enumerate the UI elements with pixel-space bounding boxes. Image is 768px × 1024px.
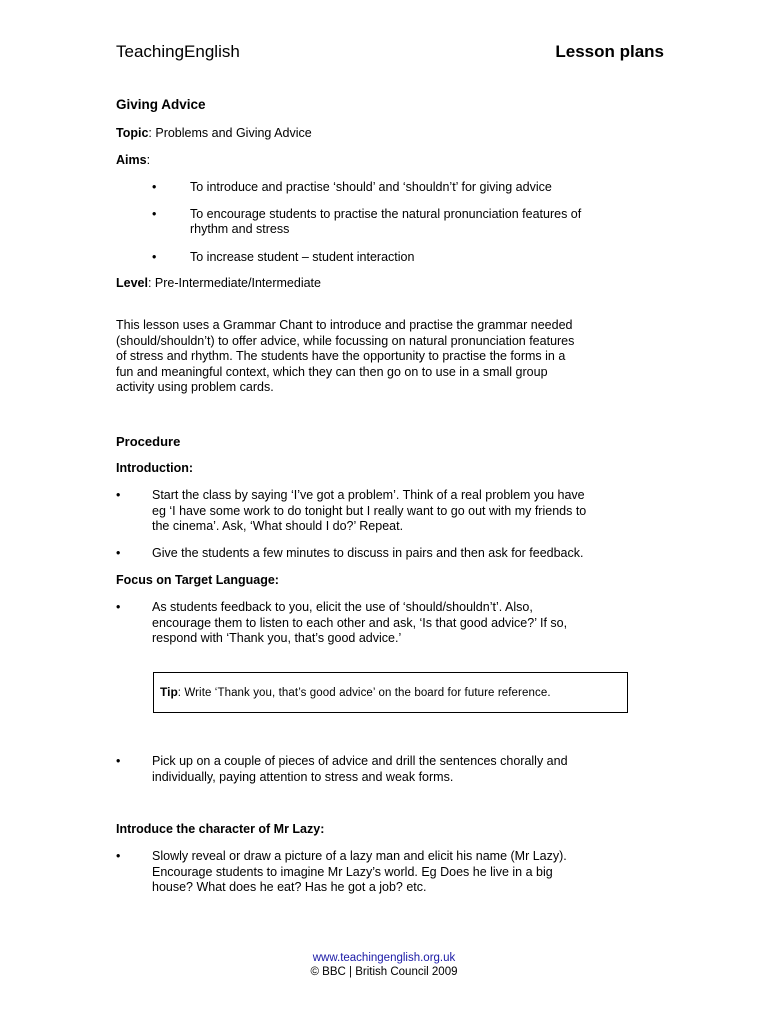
aims-label: Aims xyxy=(116,153,147,167)
focus-bullet-2: • xyxy=(116,754,121,768)
intro-bullet-2: • xyxy=(116,546,121,560)
aims-item-3: To increase student – student interaction xyxy=(190,250,415,264)
header-brand: TeachingEnglish xyxy=(116,42,240,61)
intro-bullet-1: • xyxy=(116,488,121,502)
footer-copyright: © BBC | British Council 2009 xyxy=(310,966,458,978)
aims-bullet-2: • xyxy=(152,207,157,221)
intro-b1-line-2: eg ‘I have some work to do tonight but I really want to go out with my friends to xyxy=(152,503,587,518)
page-title: Giving Advice xyxy=(116,97,206,112)
mr-lazy-bullet-1: • xyxy=(116,849,121,863)
mr-lazy-line-2: Encourage students to imagine Mr Lazy’s world. Eg Does he live in a big xyxy=(152,864,553,879)
intro-b1-line-1: Start the class by saying ‘I’ve got a problem’. Think of a real problem you have xyxy=(152,488,585,502)
intro-line-5: activity using problem cards. xyxy=(116,380,274,394)
footer-link[interactable]: www.teachingenglish.org.uk xyxy=(312,952,456,964)
level-label: Level xyxy=(116,276,148,290)
intro-line-2: (should/shouldn’t) to offer advice, while focussing on natural pronunciation features xyxy=(116,333,575,348)
tip-label: Tip xyxy=(160,685,178,699)
level-value: : Pre-Intermediate/Intermediate xyxy=(147,276,321,290)
intro-b1-line-3: the cinema’. Ask, ‘What should I do?’ Repeat. xyxy=(152,519,404,533)
focus-b2-line-2: individually, paying attention to stress and weak forms. xyxy=(152,769,454,784)
focus-b2-line-1: Pick up on a couple of pieces of advice and drill the sentences chorally and xyxy=(152,754,568,768)
mr-lazy-line-3: house? What does he eat? Has he got a job? etc. xyxy=(152,880,427,894)
aims-bullet-1: • xyxy=(152,180,157,194)
tip-text: : Write ‘Thank you, that’s good advice’ on the board for future reference. xyxy=(177,687,551,699)
aims-line xyxy=(116,153,150,169)
focus-bullet-1-text xyxy=(152,600,672,647)
topic-line xyxy=(116,126,312,142)
focus-b1-line-3: respond with ‘Thank you, that’s good advice.’ xyxy=(152,631,402,645)
aims-item-2: To encourage students to practise the natural pronunciation features of xyxy=(190,207,582,221)
mr-lazy-bullet-1-text xyxy=(152,849,672,896)
tip-box xyxy=(153,672,628,713)
header-section: Lesson plans xyxy=(555,42,664,61)
mr-lazy-heading: Introduce the character of Mr Lazy: xyxy=(116,822,325,836)
intro-line-3: of stress and rhythm. The students have the opportunity to practise the forms in a xyxy=(116,349,566,363)
aims-suffix: : xyxy=(146,153,151,167)
aims-item-2-cont: rhythm and stress xyxy=(190,222,290,236)
intro-paragraph xyxy=(116,318,656,396)
intro-bullet-2-text: Give the students a few minutes to discuss in pairs and then ask for feedback. xyxy=(152,546,584,560)
level-line xyxy=(116,276,321,292)
introduction-heading: Introduction: xyxy=(116,461,194,475)
footer xyxy=(0,951,768,979)
topic-value: : Problems and Giving Advice xyxy=(148,126,312,140)
aims-bullet-3: • xyxy=(152,250,157,264)
focus-bullet-2-text xyxy=(152,754,672,785)
intro-bullet-1-text xyxy=(152,488,672,535)
intro-line-4: fun and meaningful context, which they can then go on to use in a small group xyxy=(116,364,548,379)
focus-b1-line-2: encourage them to listen to each other and ask, ‘Is that good advice?’ If so, xyxy=(152,615,568,630)
intro-line-1: This lesson uses a Grammar Chant to introduce and practise the grammar needed xyxy=(116,318,573,332)
procedure-heading: Procedure xyxy=(116,434,181,449)
focus-heading: Focus on Target Language: xyxy=(116,573,279,587)
topic-label: Topic xyxy=(116,126,149,140)
aims-item-1: To introduce and practise ‘should’ and ‘shouldn’t’ for giving advice xyxy=(190,180,552,194)
focus-b1-line-1: As students feedback to you, elicit the use of ‘should/shouldn’t’. Also, xyxy=(152,600,533,614)
focus-bullet-1: • xyxy=(116,600,121,614)
mr-lazy-line-1: Slowly reveal or draw a picture of a lazy man and elicit his name (Mr Lazy). xyxy=(152,849,567,863)
